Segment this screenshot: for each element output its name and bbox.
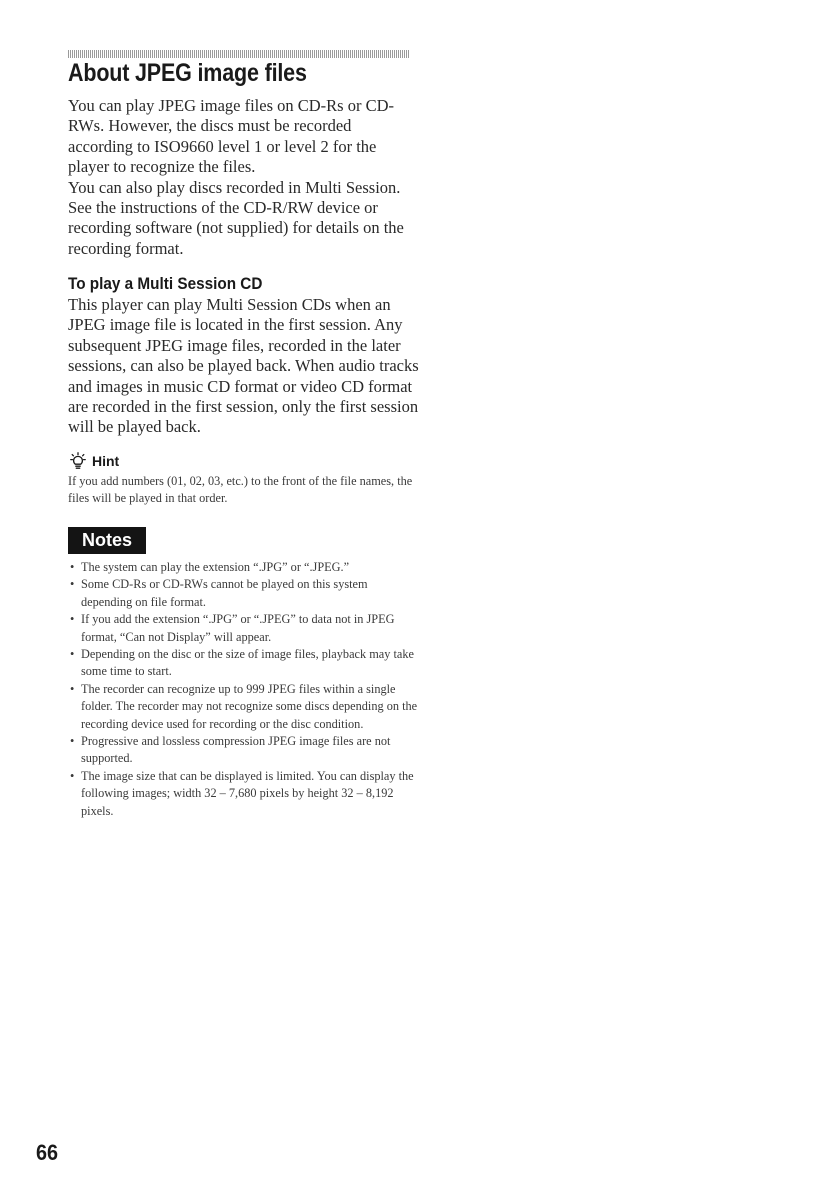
- note-text: The recorder can recognize up to 999 JPEG files within a single folder. The recorder may not recognize some discs depending on the recording device used for recording or the disc condition.: [81, 681, 418, 731]
- note-text: Depending on the disc or the size of image files, playback may take some time to start.: [81, 647, 414, 679]
- bullet-icon: •: [70, 734, 75, 749]
- note-item: [68, 559, 418, 576]
- notes-badge: Notes: [68, 527, 146, 554]
- note-item: [68, 576, 418, 611]
- note-text: The image size that can be displayed is limited. You can display the following images; width 32 – 7,680 pixels by height 32 – 8,192 pixels.: [81, 768, 414, 818]
- hint-text: If you add numbers (01, 02, 03, etc.) to the front of the file names, the files will be played in that order.: [68, 474, 413, 506]
- lightbulb-icon: [70, 452, 86, 470]
- page-number: 66: [36, 1140, 59, 1165]
- note-text: The system can play the extension “.JPG” or “.JPEG.”: [81, 560, 350, 574]
- hint-label: Hint: [92, 453, 120, 469]
- bullet-icon: •: [70, 681, 75, 696]
- note-text: Progressive and lossless compression JPEG image files are not supported.: [81, 734, 391, 766]
- note-text: If you add the extension “.JPG” or “.JPEG” to data not in JPEG format, “Can not Display” will appear.: [81, 612, 395, 644]
- section-title: About JPEG image files: [68, 59, 307, 87]
- bullet-icon: •: [70, 577, 75, 592]
- intro-paragraph: You can play JPEG image files on CD-Rs or CD-RWs. However, the discs must be recorded according to ISO9660 level 1 or level 2 for the player to recognize the files.: [68, 96, 395, 177]
- multi-session-paragraph: This player can play Multi Session CDs when an JPEG image file is located in the first session. Any subsequent JPEG image files, recorded in the later sessions, can also be played back. When audio tracks and images in music CD format or video CD format are recorded in the first session, only the first session will be played back.: [68, 295, 419, 437]
- notes-list: [68, 559, 418, 820]
- intro-text: [68, 96, 420, 259]
- bullet-icon: •: [70, 612, 75, 627]
- note-item: [68, 611, 418, 646]
- bullet-icon: •: [70, 560, 75, 574]
- note-item: [68, 768, 418, 820]
- intro-paragraph: You can also play discs recorded in Multi Session. See the instructions of the CD-R/RW device or recording software (not supplied) for details on the recording format.: [68, 177, 404, 258]
- bullet-icon: •: [70, 768, 75, 783]
- note-text: Some CD-Rs or CD-RWs cannot be played on this system depending on file format.: [81, 577, 368, 609]
- multi-session-heading: To play a Multi Session CD: [68, 274, 263, 293]
- hint-heading: [70, 451, 119, 471]
- bullet-icon: •: [70, 647, 75, 662]
- multi-session-text: [68, 295, 420, 438]
- note-item: [68, 646, 418, 681]
- note-item: [68, 681, 418, 733]
- note-item: [68, 733, 418, 768]
